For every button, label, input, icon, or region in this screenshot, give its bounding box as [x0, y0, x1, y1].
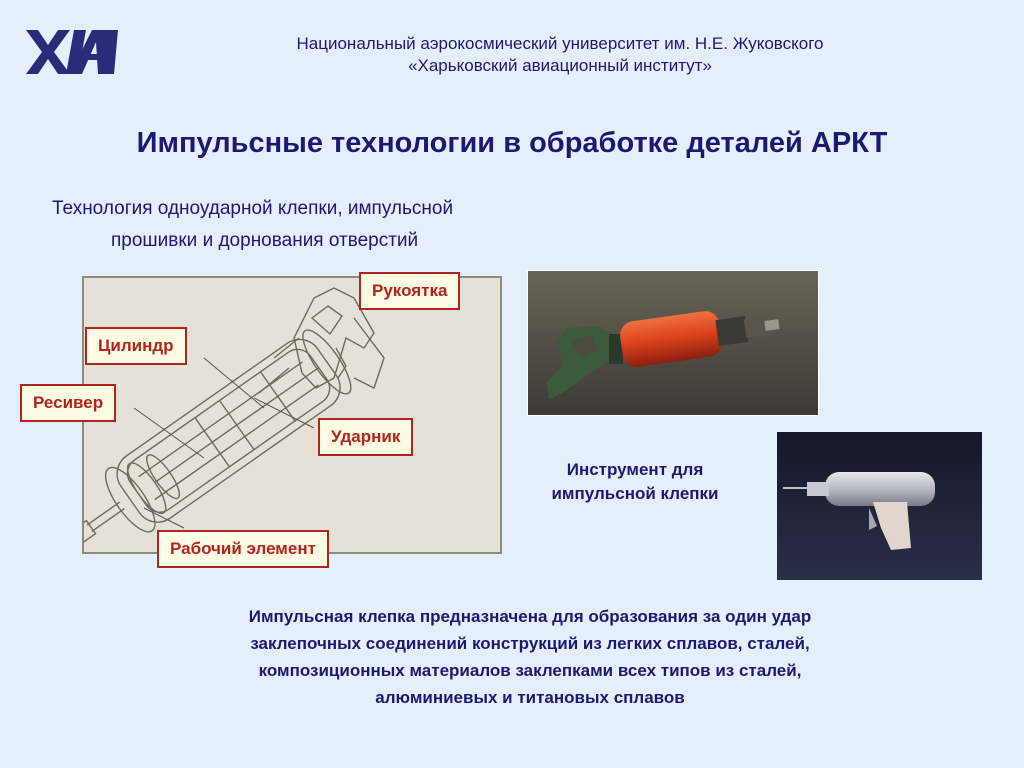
caption-line-1: Инструмент для [566, 460, 704, 479]
caption-line-2: импульсной клепки [551, 484, 719, 503]
tool-cross-section-diagram [82, 276, 502, 554]
description-line-2: заклепочных соединений конструкций из легких сплавов, сталей, [250, 634, 810, 653]
header-line-2: «Харьковский авиационный институт» [408, 56, 712, 75]
label-receiver: Ресивер [20, 384, 116, 422]
header-line-1: Национальный аэрокосмический университет им. Н.Е. Жуковского [296, 34, 824, 53]
label-handle: Рукоятка [359, 272, 460, 310]
pneumatic-gun-photo [777, 432, 982, 580]
tool-caption [500, 458, 770, 506]
description-line-3: композиционных материалов заклепками всех типов из сталей, [258, 661, 802, 680]
riveting-tool-photo [527, 270, 819, 416]
university-header [170, 33, 950, 77]
subtitle-line-1: Технология одноударной клепки, импульсной [52, 198, 454, 219]
subtitle-line-2: прошивки и дорнования отверстий [111, 230, 419, 251]
description-text [110, 603, 950, 711]
label-cylinder: Цилиндр [85, 327, 187, 365]
university-logo [26, 30, 118, 74]
slide-title: Импульсные технологии в обработке деталей АРКТ [136, 127, 888, 159]
diagram-drawing [84, 278, 500, 552]
description-line-4: алюминиевых и титановых сплавов [375, 688, 685, 707]
label-working-element: Рабочий элемент [157, 530, 329, 568]
description-line-1: Импульсная клепка предназначена для образования за один удар [248, 607, 812, 626]
label-striker: Ударник [318, 418, 413, 456]
